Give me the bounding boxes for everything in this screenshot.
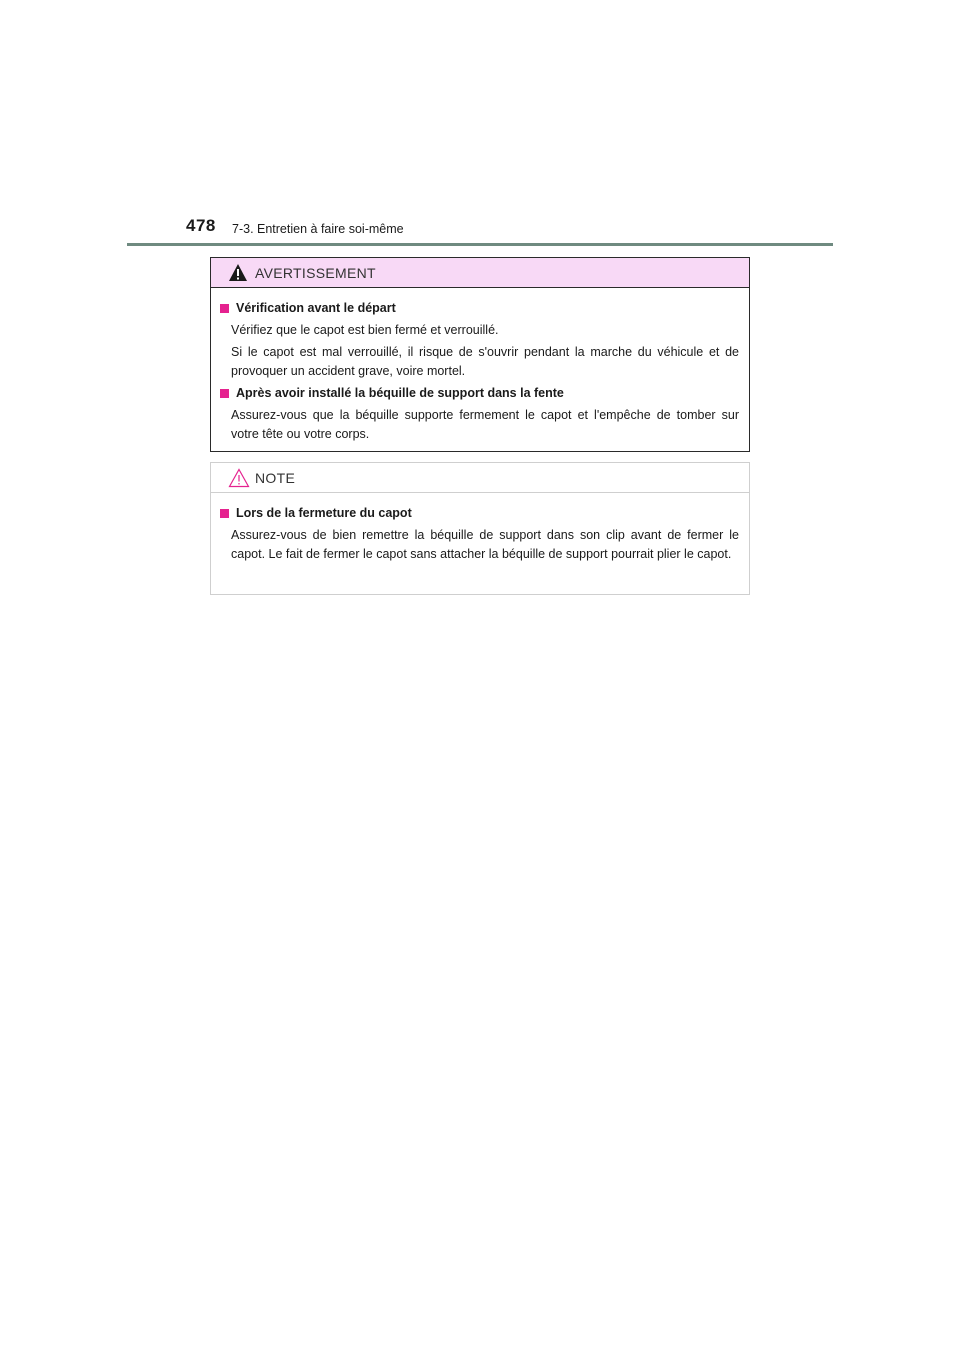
square-bullet-icon [220, 509, 229, 518]
square-bullet-icon [220, 304, 229, 313]
note-title: NOTE [255, 470, 296, 486]
warning-item-text: Vérifiez que le capot est bien fermé et verrouillé. [231, 323, 499, 337]
warning-triangle-filled-icon [228, 263, 248, 282]
warning-item-heading: Après avoir installé la béquille de support dans la fente [220, 384, 739, 403]
page-number: 478 [186, 216, 216, 235]
note-body [211, 493, 749, 564]
square-bullet-icon [220, 389, 229, 398]
warning-header [211, 258, 749, 288]
warning-triangle-outline-icon [228, 468, 250, 488]
note-box [210, 462, 750, 595]
warning-item-text: Si le capot est mal verrouillé, il risque de s'ouvrir pendant la marche du véhicule et de provoquer un accident grave, voire mortel. [231, 345, 739, 378]
warning-box [210, 257, 750, 452]
warning-body [211, 288, 749, 444]
warning-item-text: Assurez-vous que la béquille supporte fermement le capot et l'empêche de tomber sur votre tête ou votre corps. [231, 408, 739, 441]
warning-title: AVERTISSEMENT [255, 265, 376, 281]
note-item-heading: Lors de la fermeture du capot [220, 504, 739, 523]
header-rule [127, 243, 833, 246]
warning-item-heading: Vérification avant le départ [220, 299, 739, 318]
section-title: 7-3. Entretien à faire soi-même [232, 222, 404, 236]
note-header [211, 463, 749, 493]
note-item-text: Assurez-vous de bien remettre la béquille de support dans son clip avant de fermer le capot. Le fait de fermer le capot sans attacher la béquille de support pourrait plier le capot. [231, 528, 739, 561]
